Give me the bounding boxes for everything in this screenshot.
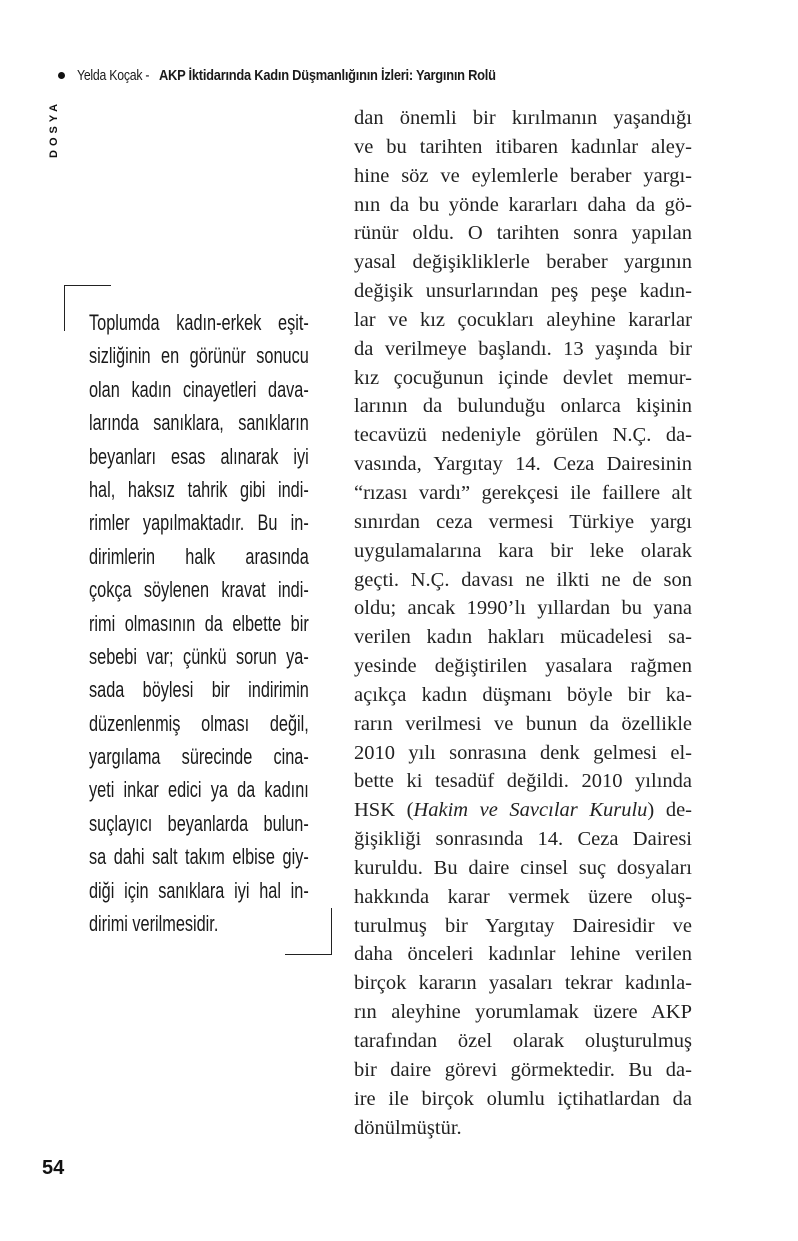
body-line: larının da bulunduğu onlarca kişinin	[354, 395, 692, 418]
pullquote-line: olan kadın cinayetleri dava-	[89, 376, 309, 402]
section-label: DOSYA	[48, 99, 60, 158]
pullquote-line: sebebi var; çünkü sorun ya-	[89, 643, 309, 669]
pullquote	[89, 306, 309, 940]
pullquote-line: larında sanıklara, sanıkların	[89, 410, 309, 436]
hsk-italic: Hakim ve Savcılar Kurulu	[413, 799, 648, 822]
pullquote-line: rimi olmasının da elbette bir	[89, 610, 309, 636]
body-line: rarın verilmesi ve bunun da özellikle	[354, 712, 692, 735]
pullquote-line: çokça söylenen kravat indi-	[89, 577, 309, 603]
body-line: bette ki tesadüf değildi. 2010 yılında	[354, 770, 692, 793]
body-line-hsk	[354, 796, 692, 825]
pullquote-line: suçlayıcı beyanlarda bulun-	[89, 810, 309, 836]
body-line: yesinde değiştirilen yasalara rağmen	[354, 655, 692, 678]
body-line: daha önceleri kadınlar lehine verilen	[354, 943, 692, 966]
body-text-column	[354, 104, 692, 1142]
pullquote-line: sizliğinin en görünür sonucu	[89, 343, 309, 369]
body-line: ire ile birçok olumlu içtihatlardan da	[354, 1087, 692, 1110]
bullet-icon	[58, 72, 65, 79]
pullquote-line: rimler yapılmaktadır. Bu in-	[89, 510, 309, 536]
pullquote-line: diği için sanıklara iyi hal in-	[89, 877, 309, 903]
body-line: dönülmüştür.	[354, 1116, 462, 1139]
body-line: rın aleyhine yorumlamak üzere AKP	[354, 1001, 692, 1024]
body-line: değişik unsurlarından peş peşe kadın-	[354, 280, 692, 303]
body-line: da verilmeye başlandı. 13 yaşında bir	[354, 337, 692, 360]
body-line: ve bu tarihten itibaren kadınlar aley-	[354, 135, 692, 158]
running-header	[58, 64, 551, 86]
body-line: açıkça kadın düşmanı böyle bir ka-	[354, 683, 692, 706]
pullquote-corner-top-left	[64, 285, 65, 331]
body-line: vasında, Yargıtay 14. Ceza Dairesinin	[354, 453, 692, 476]
pullquote-line: düzenlenmiş olması değil,	[89, 710, 309, 736]
pullquote-corner-top-left-h	[64, 285, 111, 286]
body-line: yasal değişikliklerle beraber yargının	[354, 251, 692, 274]
body-line: hakkında karar vermek üzere oluş-	[354, 885, 692, 908]
pullquote-corner-bottom-right-h	[285, 954, 332, 955]
pullquote-line: hal, haksız tahrik gibi indi-	[89, 476, 309, 502]
hsk-before: HSK (	[354, 799, 414, 822]
pullquote-line: sa dahi salt takım elbise giy-	[89, 844, 309, 870]
body-line: ğişikliği sonrasında 14. Ceza Dairesi	[354, 828, 692, 851]
body-line: sınırdan ceza vermesi Türkiye yargı	[354, 510, 692, 533]
page-number: 54	[42, 1157, 65, 1179]
body-line: tarafından özel olarak oluşturulmuş	[354, 1030, 692, 1052]
header-author: Yelda Koçak -	[77, 66, 150, 84]
pullquote-line: dirimlerin halk arasında	[89, 543, 309, 569]
body-line: rünür oldu. O tarihten sonra yapılan	[354, 222, 692, 245]
pullquote-line: yeti inkar edici ya da kadını	[89, 777, 309, 803]
body-line: birçok kararın yasaları tekrar kadınla-	[354, 972, 692, 995]
body-line: hine söz ve eylemlerle beraber yargı-	[354, 164, 692, 187]
body-line: “rızası vardı” gerekçesi ile faillere alt	[354, 481, 692, 504]
pullquote-line: sada böylesi bir indirimin	[89, 677, 309, 703]
pullquote-corner-bottom-right	[331, 908, 332, 954]
body-line: geçti. N.Ç. davası ne ilkti ne de son	[354, 568, 692, 591]
body-line: kuruldu. Bu daire cinsel suç dosyaları	[354, 856, 692, 879]
body-line: bir daire görevi görmektedir. Bu da-	[354, 1058, 692, 1081]
body-line: nın da bu yönde kararları daha da gö-	[354, 193, 692, 216]
body-line: 2010 yılı sonrasına denk gelmesi el-	[354, 741, 692, 764]
body-line: verilen kadın hakları mücadelesi sa-	[354, 626, 692, 649]
body-line: kız çocuğunun içinde devlet memur-	[354, 366, 692, 389]
body-line: lar ve kız çocukları aleyhine kararlar	[354, 308, 692, 331]
body-line: turulmuş bir Yargıtay Dairesidir ve	[354, 914, 692, 937]
hsk-after: ) de-	[647, 799, 692, 822]
pullquote-line: beyanları esas alınarak iyi	[89, 443, 309, 469]
pullquote-line: yargılama sürecinde cina-	[89, 744, 309, 770]
pullquote-line: Toplumda kadın-erkek eşit-	[89, 310, 309, 335]
body-line: oldu; ancak 1990’lı yıllardan bu yana	[354, 597, 692, 620]
pullquote-line: dirimi verilmesidir.	[89, 911, 219, 937]
body-line: dan önemli bir kırılmanın yaşandığı	[354, 107, 692, 129]
body-line: tecavüzü nedeniyle görülen N.Ç. da-	[354, 424, 692, 447]
header-title: AKP İktidarında Kadın Düşmanlığının İzleri: Yargının Rolü	[159, 66, 496, 84]
body-line: uygulamalarına kara bir leke olarak	[354, 539, 692, 562]
